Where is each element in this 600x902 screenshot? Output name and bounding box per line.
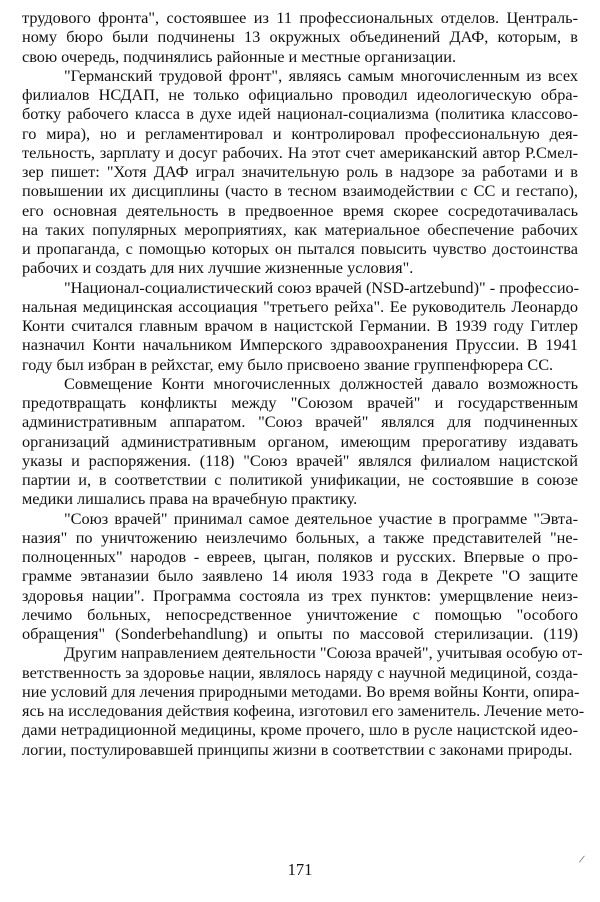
text-line: повышении их дисциплины (часто в тесном взаимодействии с СС и гестапо),	[22, 181, 578, 201]
text-line: нальная медицинская ассоциация "третьего рейха". Ее руководитель Леонардо	[22, 296, 578, 316]
paragraph-first-line: трудового фронта", состоявшее из 11 профессиональных отделов. Централь-	[22, 8, 578, 27]
text-line: свою очередь, подчинялись районные и местные организации.	[22, 46, 457, 66]
page-body-text	[22, 8, 585, 759]
text-line: указы и распоряжения. (118) "Союз врачей" являлся филиалом нацистской	[22, 450, 578, 470]
text-line: дами нетрадиционной медицины, кроме прочего, шло в русле нацистской идео-	[22, 720, 578, 740]
text-line: тельность, зарплату и досуг рабочих. На этот счет американский автор Р.Смел-	[22, 142, 578, 162]
paragraph-first-line: "Германский трудовой фронт", являясь самым многочисленным из всех	[64, 65, 578, 85]
text-line: ботку рабочего класса в духе идей национал-социализма (политика классово-	[22, 104, 578, 124]
scan-mark: /	[577, 851, 586, 867]
text-line: ному бюро были подчинены 13 окружных объединений ДАФ, которым, в	[22, 27, 578, 47]
text-line: ние условий для лечения природными методами. Во время войны Конти, опира-	[22, 681, 580, 701]
text-line: административным аппаратом. "Союз врачей" являлся для подчиненных	[22, 412, 578, 432]
text-line: здоровья нации". Программа состояла из трех пунктов: умерщвление неиз-	[22, 585, 578, 605]
text-line: назначил Конти начальником Имперского здравоохранения Пруссии. В 1941	[22, 335, 578, 355]
paragraph-first-line: "Союз врачей" принимал самое деятельное участие в программе "Эвта-	[64, 508, 578, 528]
text-line: ясь на исследования действия кофеина, изготовил его заменитель. Лечение мето-	[22, 701, 585, 720]
text-line: филиалов НСДАП, не только официально проводил идеологическую обра-	[22, 85, 578, 104]
text-line: и пропаганда, с помощью которых он пытался повысить чувство достоинства	[22, 239, 578, 258]
text-line: организаций административным органом, имеющим прерогативу издавать	[22, 431, 578, 451]
text-line: зер пишет: "Хотя ДАФ играл значительную роль в надзоре за работами и в	[22, 162, 578, 181]
text-line: грамме эвтаназии было заявлено 14 июля 1933 года в Декрете "О защите	[22, 566, 578, 586]
text-line: на таких популярных мероприятиях, как материальное обеспечение рабочих	[22, 219, 578, 239]
text-line: логии, постулировавшей принципы жизни в соответствии с законами природы.	[22, 739, 573, 759]
text-line: медики лишались права на врачебную практику.	[22, 489, 358, 509]
text-line: его основная деятельность в предвоенное время скорее сосредотачивалась	[22, 200, 578, 220]
paragraph-first-line: Другим направлением деятельности "Союза врачей", учитывая особую от-	[64, 643, 583, 663]
text-line: рабочих и создать для них лучшие жизненные условия".	[22, 258, 414, 278]
text-line: ветственность за здоровье нации, являлось наряду с научной медициной, созда-	[22, 662, 578, 682]
page-number: 171	[287, 860, 313, 879]
text-line: го мира), но и регламентировал и контролировал профессиональную дея-	[22, 123, 578, 143]
text-line: полноценных" народов - евреев, цыган, поляков и русских. Впервые о про-	[22, 547, 578, 566]
text-line: обращения" (Sonderbehandlung) и опыты по массовой стерилизации. (119)	[22, 624, 578, 643]
text-line: Конти считался главным врачом в нацистской Германии. В 1939 году Гитлер	[22, 316, 578, 335]
paragraph-first-line: Совмещение Конти многочисленных должностей давало возможность	[64, 373, 578, 393]
text-line: предотвращать конфликты между "Союзом врачей" и государственным	[22, 393, 578, 412]
paragraph-first-line: "Национал-социалистический союз врачей (NSD-artzebund)" - профессио-	[64, 277, 580, 297]
text-line: партии и, в соответствии с политикой унификации, не состоявшие в союзе	[22, 470, 578, 489]
text-line: лечимо больных, непосредственное уничтожение с помощью "особого	[22, 604, 578, 624]
text-line: назия" по уничтожению неизлечимо больных, а также представителей "не-	[22, 527, 578, 547]
text-line: году был избран в рейхстаг, ему было присвоено звание группенфюрера СС.	[22, 354, 554, 374]
